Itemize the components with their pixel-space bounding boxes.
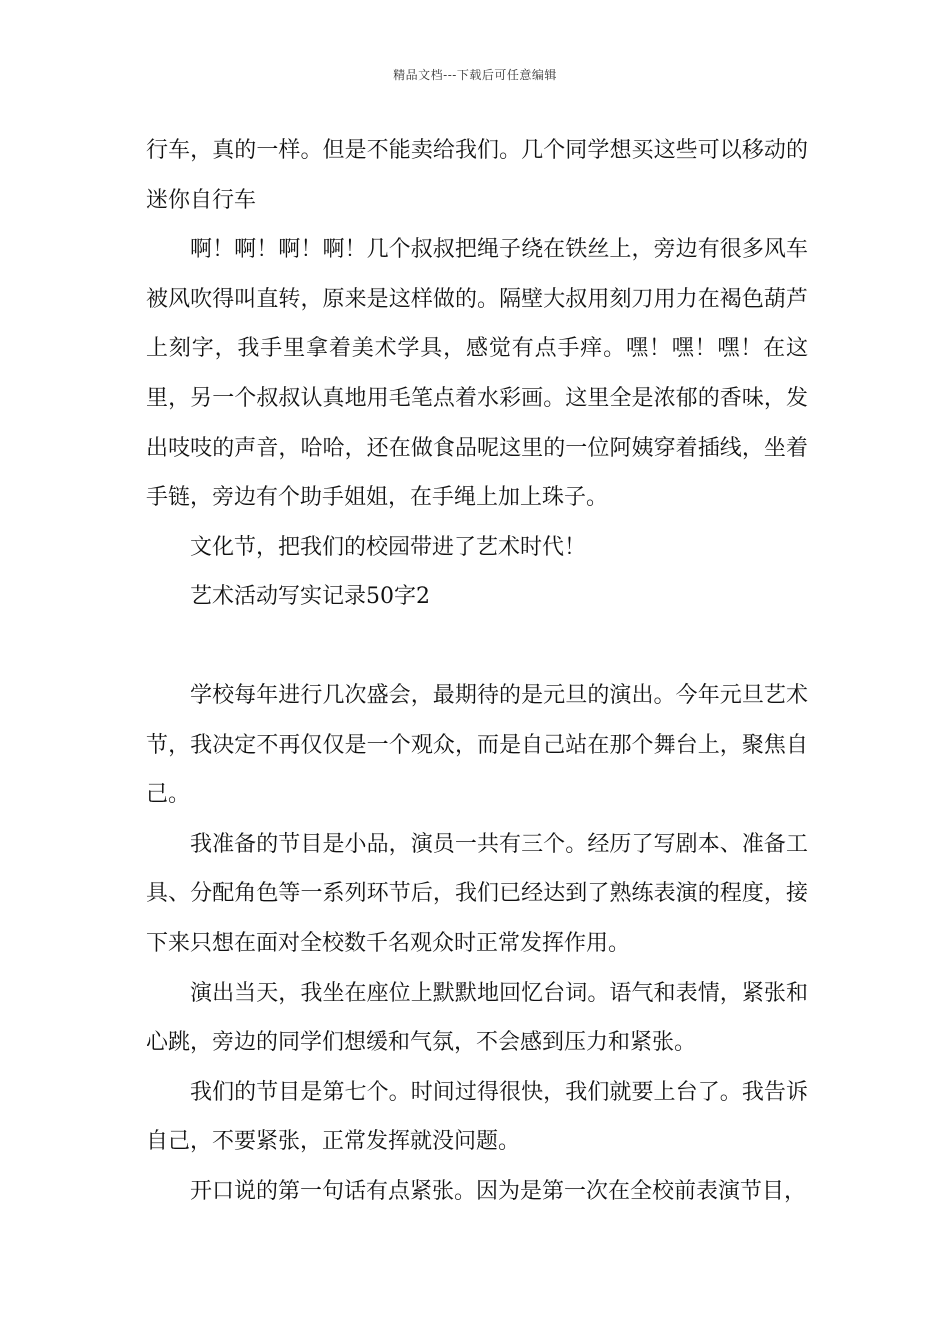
section-title: 艺术活动写实记录50字2 — [190, 584, 430, 610]
blank-line — [146, 622, 808, 671]
paragraph-workshop: 啊！啊！啊！啊！几个叔叔把绳子绕在铁丝上，旁边有很多风车被风吹得叫直转，原来是这样做的。隔壁大叔用刻刀用力在褐色葫芦上刻字，我手里拿着美术学具，感觉有点手痒。嘿！嘿！嘿！在这里，另一个叔叔认真地用毛笔点着水彩画。这里全是浓郁的香味，发出吱吱的声音，哈哈，还在做食品呢这里的一位阿姨穿着插线，坐着手链，旁边有个助手姐姐，在手绳上加上珠子。 — [146, 237, 808, 511]
paragraph-culture-festival: 文化节，把我们的校园带进了艺术时代！ — [190, 534, 587, 560]
paragraph-program-order: 我们的节目是第七个。时间过得很快，我们就要上台了。我告诉自己，不要紧张，正常发挥就没问题。 — [146, 1079, 808, 1155]
paragraph-preparation: 我准备的节目是小品，演员一共有三个。经历了写剧本、准备工具、分配角色等一系列环节后，我们已经达到了熟练表演的程度，接下来只想在面对全校数千名观众时正常发挥作用。 — [146, 831, 808, 956]
paragraph-performance-day: 演出当天，我坐在座位上默默地回忆台词。语气和表情，紧张和心跳，旁边的同学们想缓和气氛，不会感到压力和紧张。 — [146, 980, 808, 1056]
page-header: 精品文档---下载后可任意编辑 — [393, 68, 557, 82]
paragraph-new-year-show: 学校每年进行几次盛会，最期待的是元旦的演出。今年元旦艺术节，我决定不再仅仅是一个观众，而是自己站在那个舞台上，聚焦自己。 — [146, 682, 808, 808]
document-body — [146, 126, 808, 1216]
paragraph-first-line: 开口说的第一句话有点紧张。因为是第一次在全校前表演节目， — [190, 1178, 807, 1204]
paragraph-continuation: 行车，真的一样。但是不能卖给我们。几个同学想买这些可以移动的迷你自行车 — [146, 138, 808, 213]
